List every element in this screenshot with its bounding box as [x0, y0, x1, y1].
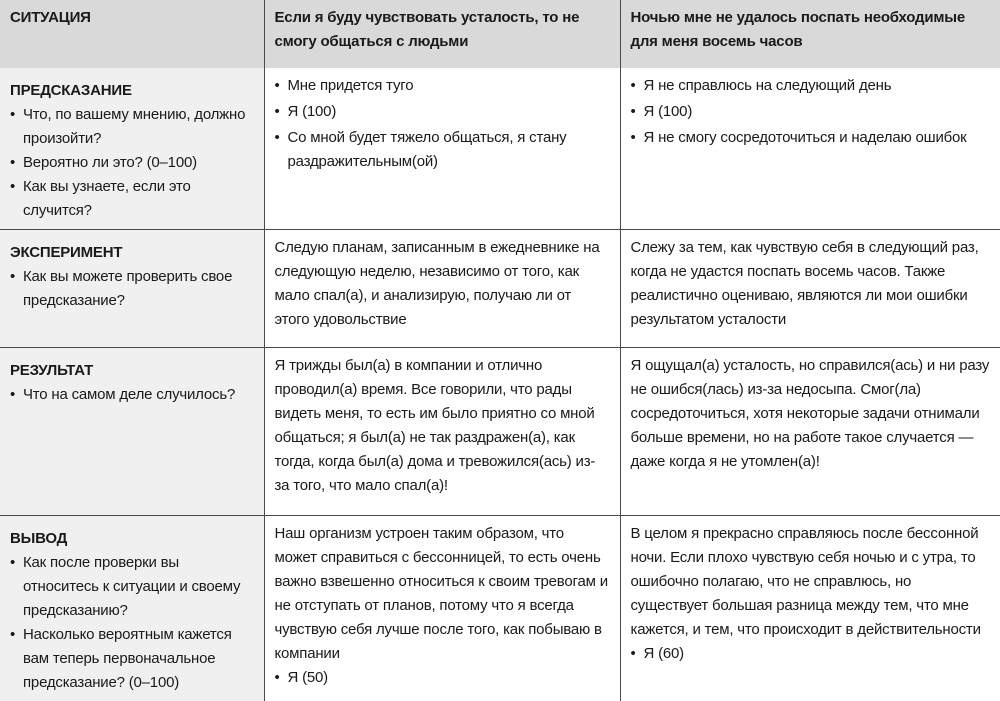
answer-text: Я трижды был(а) в компании и отлично проводил(а) время. Все говорили, что рады видеть меня, то есть им было приятно со мной общаться; я был(а) не так раздражен(а), как тогда, когда был(а) дома и тревожился(ась) из-за того, что мало спал(а)! [275, 354, 610, 498]
row-title: ЭКСПЕРИМЕНТ [10, 241, 254, 265]
answer-list [631, 74, 991, 150]
row-result [0, 348, 1000, 516]
answer-text: Следую планам, записанным в ежедневнике на следующую неделю, независимо от того, как мало спал(а), и анализирую, получаю ли от этого удовольствие [275, 236, 610, 332]
row-conclusion [0, 516, 1000, 701]
answer-item: • Со мной будет тяжело общаться, я стану раздражительным(ой) [275, 126, 610, 174]
answer-text: В целом я прекрасно справляюсь после бессонной ночи. Если плохо чувствую себя ночью и с утра, то ошибочно полагаю, что не справлюсь, но существует большая разница между тем, что мне кажется, и тем, что происходит в действительности [631, 522, 991, 642]
experiment-questions-cell [0, 230, 264, 348]
result-questions-cell [0, 348, 264, 516]
question-item: • Насколько вероятным кажется вам теперь первоначальное предсказание? (0–100) [10, 623, 254, 695]
answer-list [275, 74, 610, 174]
experiment-situation2-cell [620, 230, 1000, 348]
answer-text: Я ощущал(а) усталость, но справился(ась) и ни разу не ошибся(лась) из-за недосыпа. Смог(ла) сосредоточиться, хотя некоторые задачи отнимали больше времени, но на работе такое случается — даже когда я не утомлен(а)! [631, 354, 991, 474]
question-list [10, 103, 254, 223]
question-item: • Как вы узнаете, если это случится? [10, 175, 254, 223]
conclusion-situation2-cell [620, 516, 1000, 701]
row-title: ПРЕДСКАЗАНИЕ [10, 79, 254, 103]
question-item: • Как вы можете проверить свое предсказание? [10, 265, 254, 313]
row-prediction [0, 68, 1000, 230]
row-title: РЕЗУЛЬТАТ [10, 359, 254, 383]
result-situation1-cell [264, 348, 620, 516]
answer-item: • Я (60) [631, 642, 991, 666]
answer-item: • Я (100) [275, 100, 610, 124]
answer-item: • Я не справлюсь на следующий день [631, 74, 991, 98]
result-situation2-cell [620, 348, 1000, 516]
answer-item: • Я (50) [275, 666, 610, 690]
question-item: • Что, по вашему мнению, должно произойти? [10, 103, 254, 151]
question-list [10, 551, 254, 695]
prediction-situation2-cell [620, 68, 1000, 230]
header-situation-2: Ночью мне не удалось поспать необходимые для меня восемь часов [620, 0, 1000, 68]
question-list [10, 265, 254, 313]
header-situation-1: Если я буду чувствовать усталость, то не смогу общаться с людьми [264, 0, 620, 68]
conclusion-situation1-cell [264, 516, 620, 701]
answer-text: Наш организм устроен таким образом, что может справиться с бессонницей, то есть очень важно взвешенно относиться к своим тревогам и не отступать от планов, потому что я всегда чувствую себя лучше после того, как побываю в компании [275, 522, 610, 666]
question-list [10, 383, 254, 407]
answer-item: • Я не смогу сосредоточиться и наделаю ошибок [631, 126, 991, 150]
prediction-questions-cell [0, 68, 264, 230]
conclusion-questions-cell [0, 516, 264, 701]
answer-item: • Я (100) [631, 100, 991, 124]
row-title: ВЫВОД [10, 527, 254, 551]
answer-item: • Мне придется туго [275, 74, 610, 98]
question-item: • Вероятно ли это? (0–100) [10, 151, 254, 175]
question-item: • Что на самом деле случилось? [10, 383, 254, 407]
experiment-situation1-cell [264, 230, 620, 348]
row-experiment [0, 230, 1000, 348]
question-item: • Как после проверки вы относитесь к ситуации и своему предсказанию? [10, 551, 254, 623]
answer-text: Слежу за тем, как чувствую себя в следующий раз, когда не удастся поспать восемь часов. Также реалистично оцениваю, являются ли мои ошибки результатом усталости [631, 236, 991, 332]
header-row [0, 0, 1000, 68]
prediction-situation1-cell [264, 68, 620, 230]
header-situation: СИТУАЦИЯ [0, 0, 264, 68]
